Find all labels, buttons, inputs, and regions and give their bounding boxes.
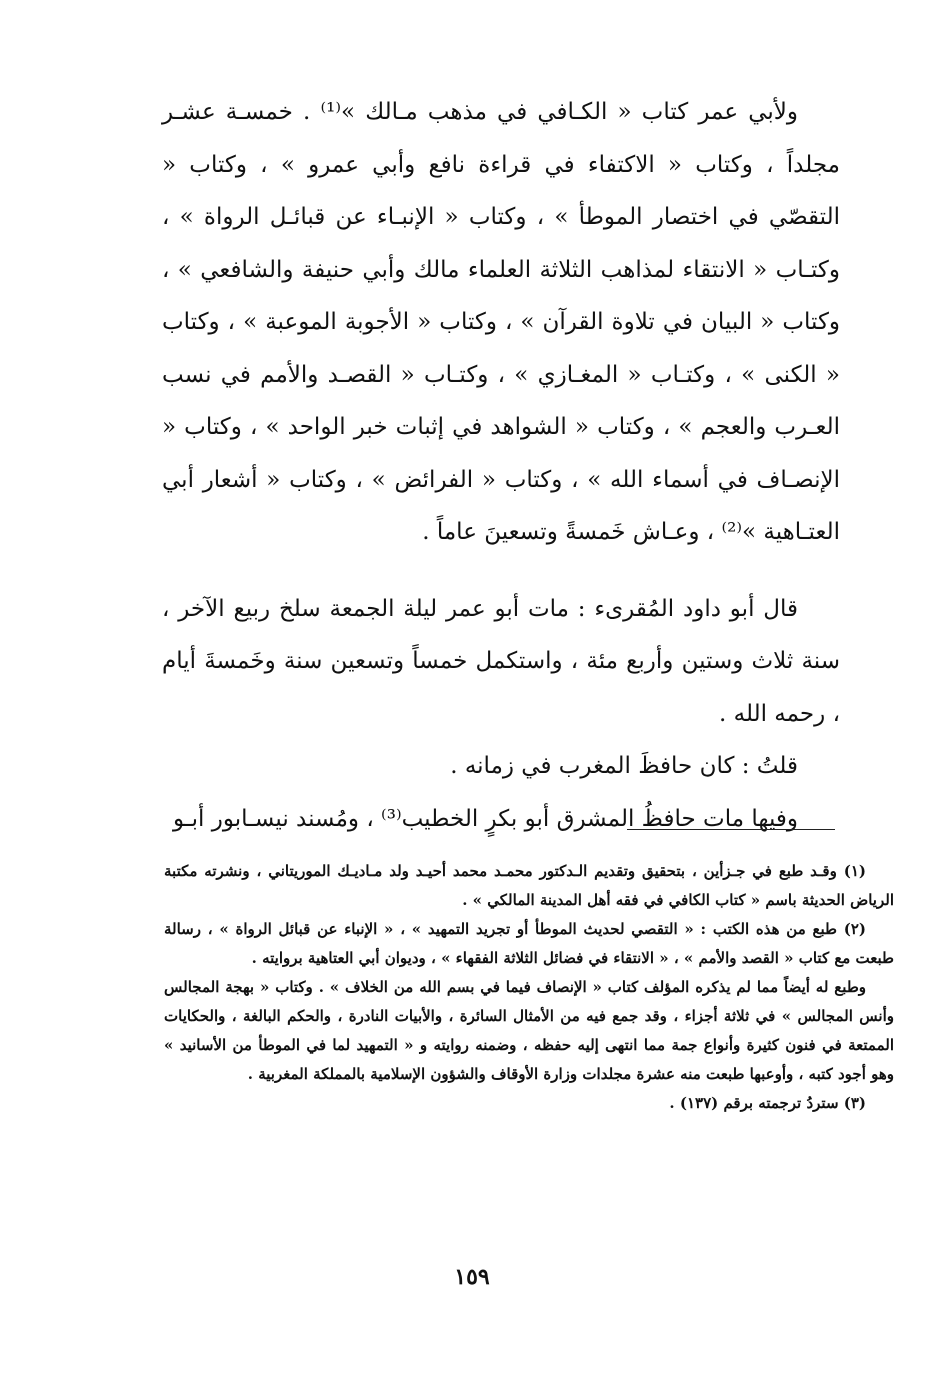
paragraph-books-list: ولأبي عمر كتاب « الكـافي في مذهب مـالك »⁽¹⁾ . خمسـة عشـر مجلداً ، وكتاب « الاكتفاء في قراءة نافع وأبي عمرو » ، وكتاب « التقصّي في اختصار الموطأ » ، وكتاب « الإنبـاء عن قبائـل الرواة » ، وكتـاب « الانتقاء لمذاهب الثلاثة العلماء مالك وأبي حنيفة والشافعي » ، وكتاب « البيان في تلاوة القرآن » ، وكتاب « الأجوبة الموعبة » ، وكتاب « الكنى » ، وكتـاب « المغـازي » ، وكتـاب « القصـد والأمم في نسب العـرب والعجم » ، وكتاب « الشواهد في إثبات خبر الواحد » ، وكتاب « الإنصـاف في أسماء الله » ، وكتاب « الفرائض » ، وكتاب « أشعار أبي العتـاهية »⁽²⁾ ، وعـاش خَمسةً وتسعينَ عاماً . [162,99,840,545]
paragraph-khatib-death: وفيها مات حافظُ المشرق أبو بكرٍ الخطيب⁽³⁾ ، ومُسند نيسـابور أبـو [173,805,798,832]
main-text-block [162,86,840,845]
footnote-2-continued: وطبع له أيضاً مما لم يذكره المؤلف كتاب « الإنصاف فيما في بسم الله من الخلاف » . وكتاب « بهجة المجالس وأنس المجالس » في ثلاثة أجزاء ، وقد جمع فيه من الأمثال السائرة ، والأبيات النادرة ، والحكم البالغة ، والحكايات الممتعة في فنون كثيرة وأنواع جمة مما انتهى إليه حفظه ، وضمنه روايته و « التمهيد لما في الموطأ من الأسانيد » وهو أجود كتبه ، وأوعبها طبعت منه عشرة مجلدات وزارة الأوقاف والشؤون الإسلامية بالمملكة المغربية . [164,978,894,1083]
paragraph-death-report: قال أبو داود المُقرىء : مات أبو عمر ليلة الجمعة سلخ ربيع الآخر ، سنة ثلاث وستين وأربع مئة ، واستكمل خمساً وتسعين سنة وخَمسةَ أيام ، رحمه الله . [162,595,840,727]
footnote-separator-line [627,829,835,830]
footnote-1: (١) وقـد طبع في جـزأين ، بتحقيق وتقديم الـدكتور محمـد محمد أحيـد ولد مـاديـك الموريتاني ، ونشرته مكتبة الرياض الحديثة باسم « كتاب الكافي في فقه أهل المدينة المالكي » . [164,862,894,909]
footnote-3: (٣) ستردُ ترجمته برقم (١٣٧) . [669,1094,866,1112]
footnote-2: (٢) طبع من هذه الكتب : « التقصي لحديث الموطأ أو تجريد التمهيد » ، « الإنباء عن قبائل الرواة » ، رسالة طبعت مع كتاب « القصد والأمم » ، « الانتقاء في فضائل الثلاثة الفقهاء » ، وديوان أبي العتاهية بروايته . [164,920,894,967]
paragraph-gap [162,559,840,583]
paragraph-author-comment: قلتُ : كان حافظَ المغرب في زمانه . [450,753,798,779]
footnotes-block [164,857,894,1118]
page-number: ١٥٩ [454,1264,490,1290]
